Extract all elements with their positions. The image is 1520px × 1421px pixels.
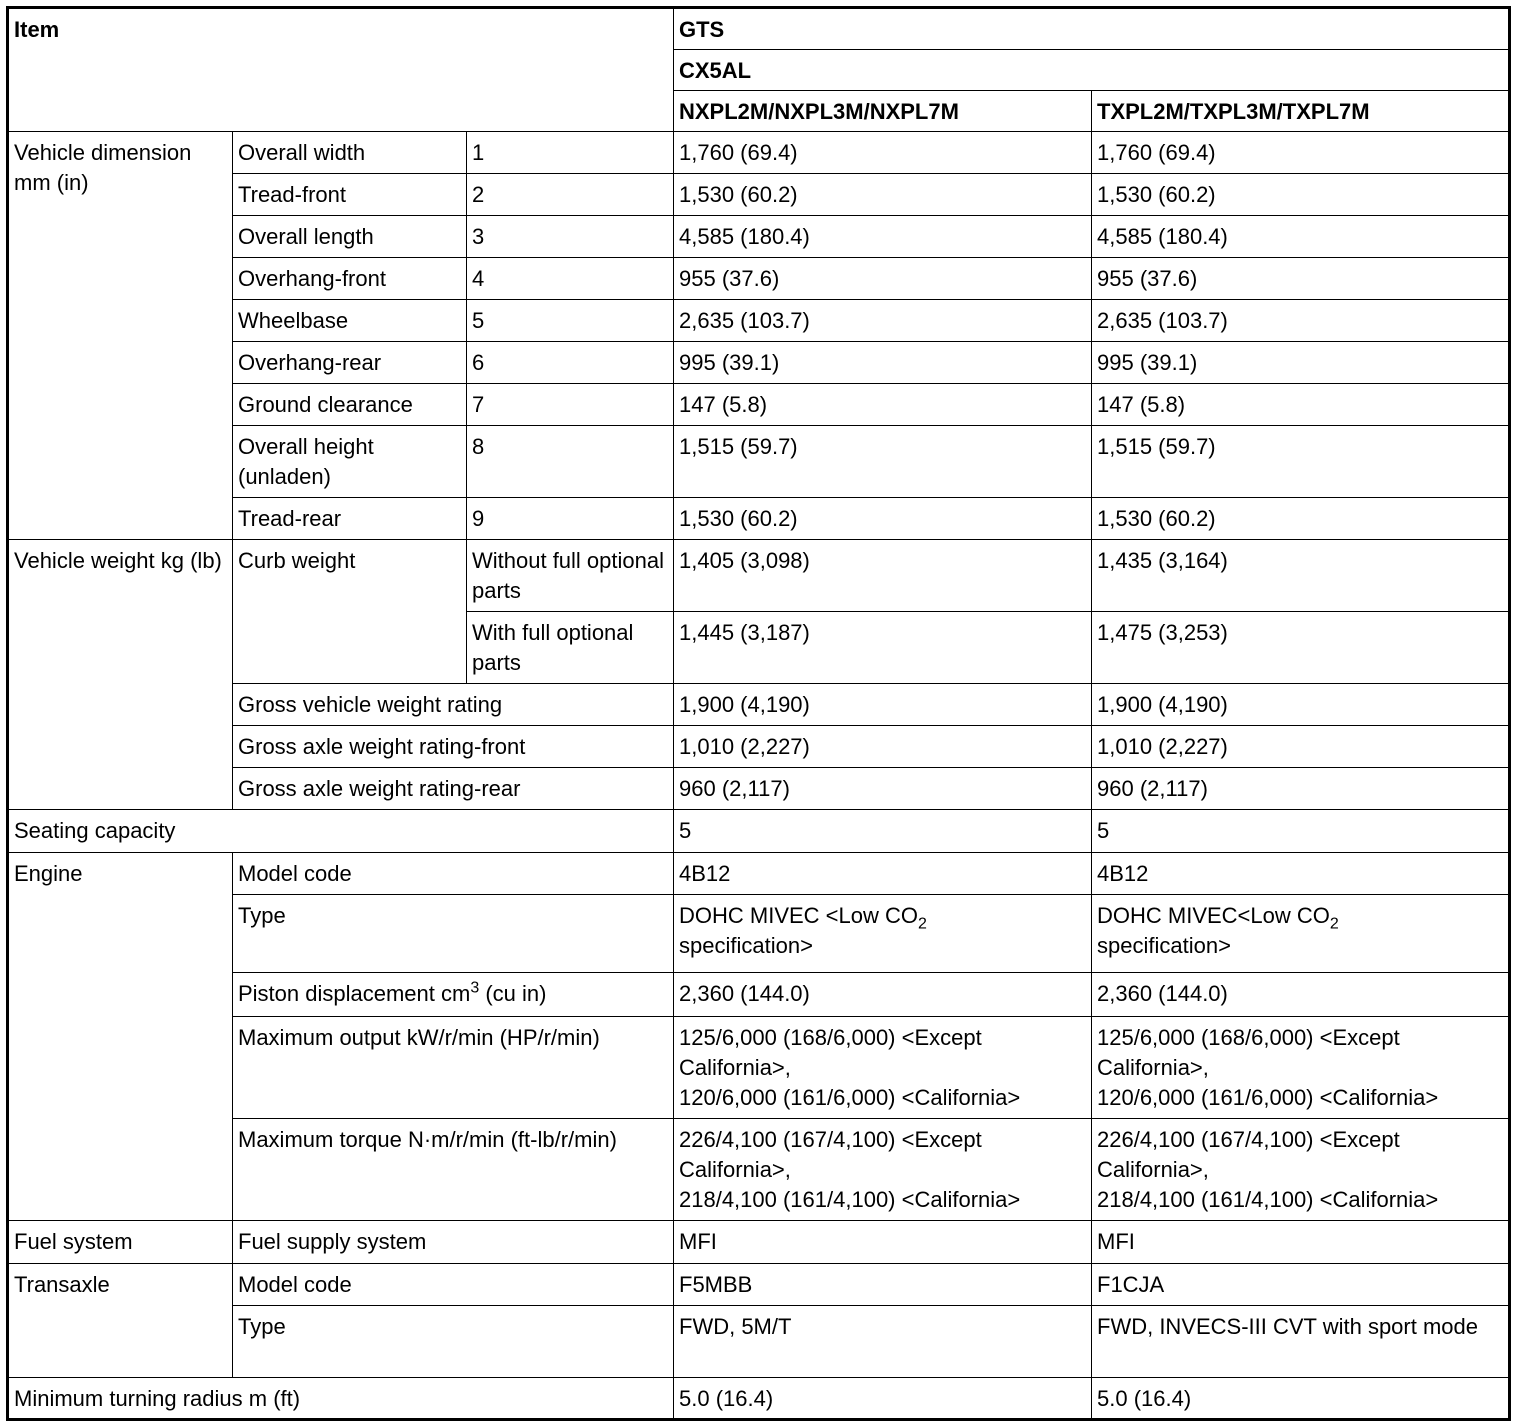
row-label: Wheelbase [233, 300, 467, 342]
group-transaxle: Transaxle [8, 1264, 233, 1378]
header-col-b: TXPL2M/TXPL3M/TXPL7M [1092, 91, 1510, 132]
max-torque-label: Maximum torque N·m/r/min (ft-lb/r/min) [233, 1119, 674, 1221]
value-a: 5.0 (16.4) [674, 1378, 1092, 1420]
group-fuel-system: Fuel system [8, 1221, 233, 1264]
value-a: 5 [674, 810, 1092, 853]
curb-without-label: Without full optional parts [467, 540, 674, 612]
row-label: Overall length [233, 216, 467, 258]
row-number: 2 [467, 174, 674, 216]
engine-type-value-b: DOHC MIVEC<Low $CO_2$ specification> [1092, 895, 1510, 973]
row-label: Overhang-rear [233, 342, 467, 384]
value-a: 960 (2,117) [674, 768, 1092, 810]
max-output-label: Maximum output kW/r/min (HP/r/min) [233, 1017, 674, 1119]
gawr-front-label: Gross axle weight rating-front [233, 726, 674, 768]
row-label: Tread-rear [233, 498, 467, 540]
value-b: 1,515 (59.7) [1092, 426, 1510, 498]
group-vehicle-weight: Vehicle weight kg (lb) [8, 540, 233, 810]
row-number: 8 [467, 426, 674, 498]
value-a: 995 (39.1) [674, 342, 1092, 384]
value-a: 955 (37.6) [674, 258, 1092, 300]
value-b: 147 (5.8) [1092, 384, 1510, 426]
value-a: 1,405 (3,098) [674, 540, 1092, 612]
value-a: 2,360 (144.0) [674, 973, 1092, 1017]
row-number: 7 [467, 384, 674, 426]
value-a: F5MBB [674, 1264, 1092, 1306]
value-a: 4,585 (180.4) [674, 216, 1092, 258]
value-a: MFI [674, 1221, 1092, 1264]
row-number: 9 [467, 498, 674, 540]
max-output-value-b: 125/6,000 (168/6,000) <Except California>, 120/6,000 (161/6,000) <California> [1092, 1017, 1510, 1119]
row-label: Ground clearance [233, 384, 467, 426]
value-b: 995 (39.1) [1092, 342, 1510, 384]
row-label: Tread-front [233, 174, 467, 216]
value-b: 1,475 (3,253) [1092, 612, 1510, 684]
header-col-a: NXPL2M/NXPL3M/NXPL7M [674, 91, 1092, 132]
gvwr-label: Gross vehicle weight rating [233, 684, 674, 726]
value-b: 1,530 (60.2) [1092, 174, 1510, 216]
value-b: 1,010 (2,227) [1092, 726, 1510, 768]
value-a: 1,900 (4,190) [674, 684, 1092, 726]
engine-model-code-label: Model code [233, 853, 674, 895]
value-b: 2,360 (144.0) [1092, 973, 1510, 1017]
fuel-supply-label: Fuel supply system [233, 1221, 674, 1264]
header-model: CX5AL [674, 50, 1510, 91]
row-number: 5 [467, 300, 674, 342]
curb-weight-label: Curb weight [233, 540, 467, 684]
row-number: 6 [467, 342, 674, 384]
gawr-rear-label: Gross axle weight rating-rear [233, 768, 674, 810]
seating-label: Seating capacity [8, 810, 674, 853]
max-output-value-a: 125/6,000 (168/6,000) <Except California>, 120/6,000 (161/6,000) <California> [674, 1017, 1092, 1119]
value-b: 960 (2,117) [1092, 768, 1510, 810]
value-a: 1,530 (60.2) [674, 498, 1092, 540]
value-b: 5.0 (16.4) [1092, 1378, 1510, 1420]
group-engine: Engine [8, 853, 233, 1221]
engine-type-value-a: DOHC MIVEC <Low $CO_2$ specification> [674, 895, 1092, 973]
header-item: Item [8, 8, 674, 132]
value-b: 4B12 [1092, 853, 1510, 895]
row-label: Overall height (unladen) [233, 426, 467, 498]
curb-with-label: With full optional parts [467, 612, 674, 684]
value-b: 1,900 (4,190) [1092, 684, 1510, 726]
value-a: 1,010 (2,227) [674, 726, 1092, 768]
value-a: 4B12 [674, 853, 1092, 895]
transaxle-model-code-label: Model code [233, 1264, 674, 1306]
value-b: 955 (37.6) [1092, 258, 1510, 300]
value-a: 2,635 (103.7) [674, 300, 1092, 342]
value-a: 1,760 (69.4) [674, 132, 1092, 174]
spec-table [6, 6, 1511, 1421]
header-grade: GTS [674, 8, 1510, 50]
max-torque-value-b: 226/4,100 (167/4,100) <Except California>, 218/4,100 (161/4,100) <California> [1092, 1119, 1510, 1221]
value-b: 1,760 (69.4) [1092, 132, 1510, 174]
value-a: FWD, 5M/T [674, 1306, 1092, 1378]
value-b: 4,585 (180.4) [1092, 216, 1510, 258]
value-b: 2,635 (103.7) [1092, 300, 1510, 342]
turning-radius-label: Minimum turning radius m (ft) [8, 1378, 674, 1420]
piston-displacement-label: Piston displacement $cm^3$ (cu in) [233, 973, 674, 1017]
value-a: 147 (5.8) [674, 384, 1092, 426]
row-number: 4 [467, 258, 674, 300]
row-number: 1 [467, 132, 674, 174]
engine-type-label: Type [233, 895, 674, 973]
value-a: 1,445 (3,187) [674, 612, 1092, 684]
row-label: Overall width [233, 132, 467, 174]
value-b: 1,530 (60.2) [1092, 498, 1510, 540]
transaxle-type-label: Type [233, 1306, 674, 1378]
value-b: 1,435 (3,164) [1092, 540, 1510, 612]
value-a: 1,530 (60.2) [674, 174, 1092, 216]
value-b: 5 [1092, 810, 1510, 853]
value-b: F1CJA [1092, 1264, 1510, 1306]
spec-table-container [6, 6, 1511, 1421]
group-vehicle-dimension: Vehicle dimension mm (in) [8, 132, 233, 540]
value-b: MFI [1092, 1221, 1510, 1264]
max-torque-value-a: 226/4,100 (167/4,100) <Except California>, 218/4,100 (161/4,100) <California> [674, 1119, 1092, 1221]
value-b: FWD, INVECS-III CVT with sport mode [1092, 1306, 1510, 1378]
value-a: 1,515 (59.7) [674, 426, 1092, 498]
row-label: Overhang-front [233, 258, 467, 300]
row-number: 3 [467, 216, 674, 258]
